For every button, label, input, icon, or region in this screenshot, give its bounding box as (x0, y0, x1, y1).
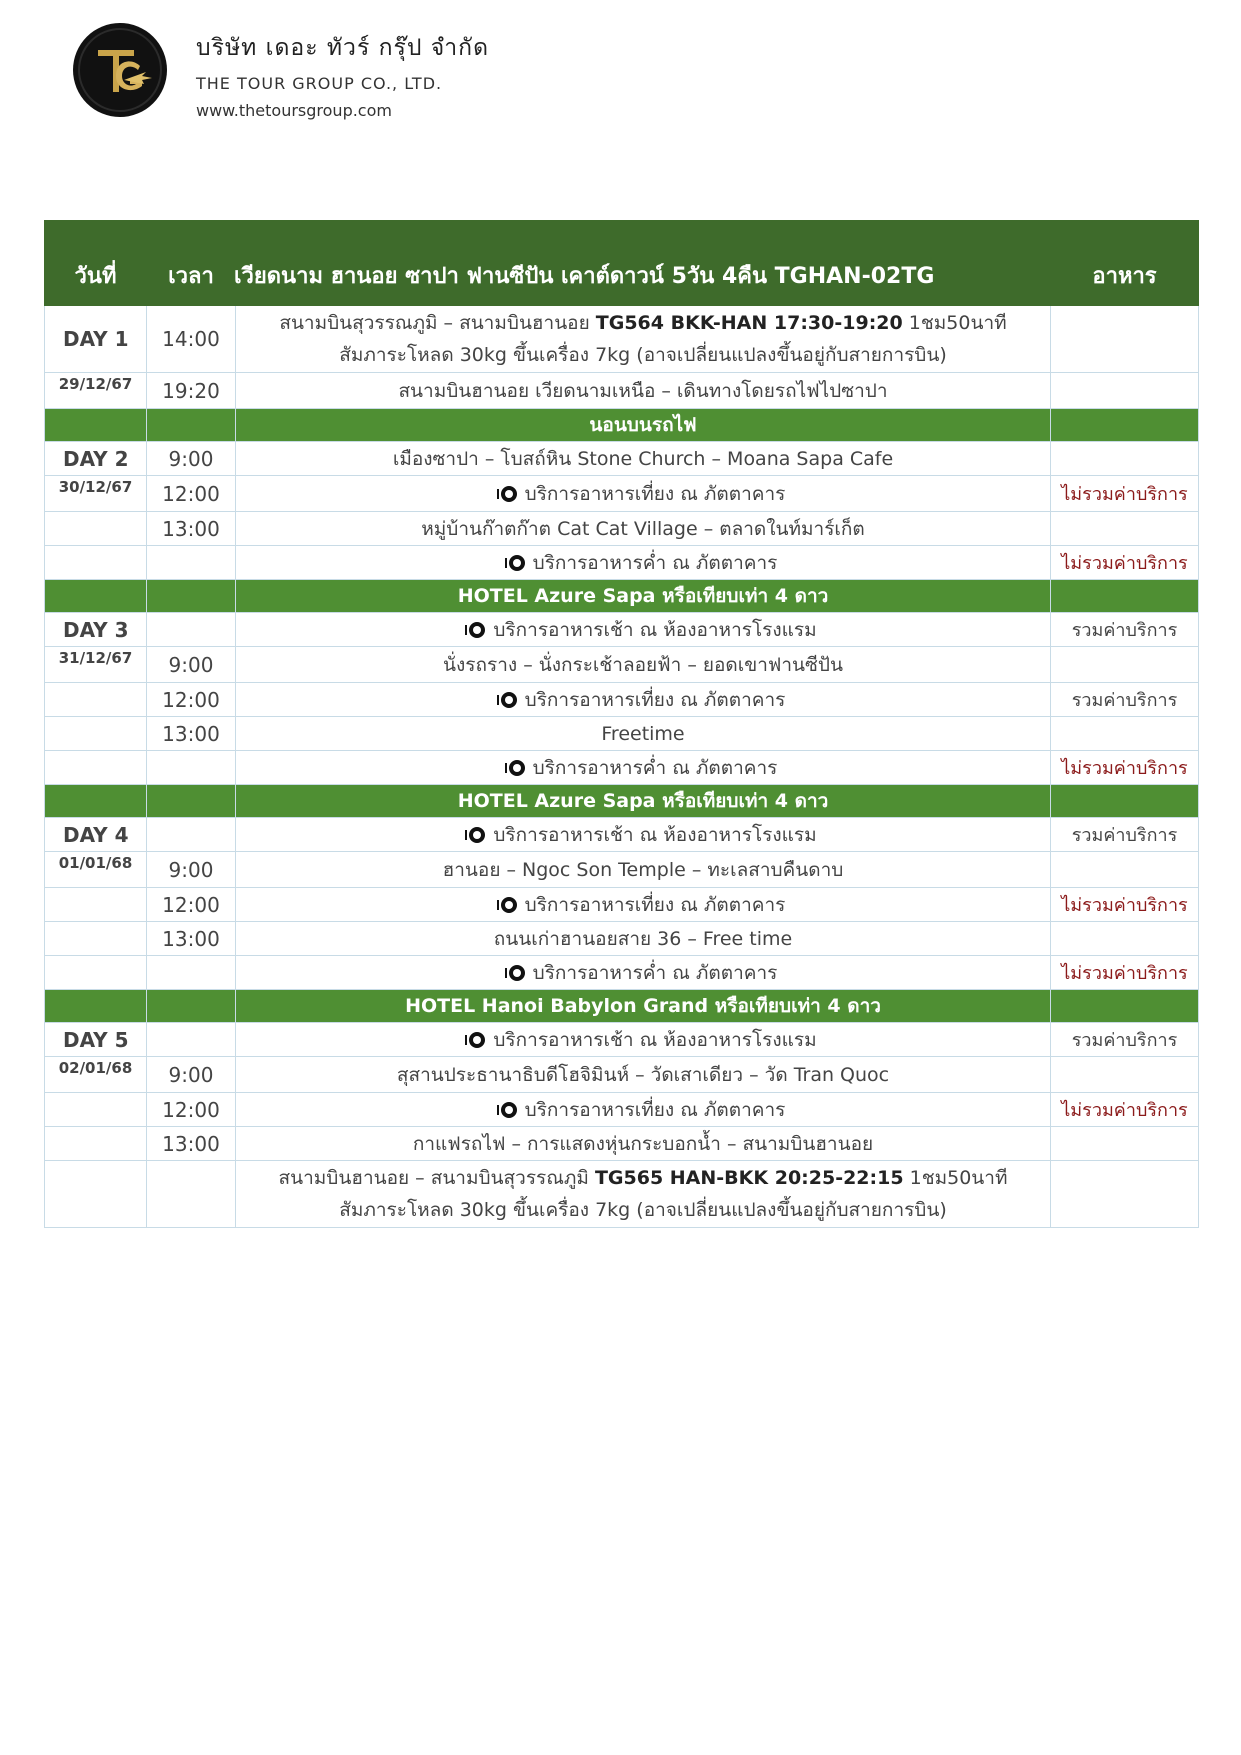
day-empty-cell (45, 888, 147, 922)
time-label (147, 1023, 236, 1057)
program-cell (236, 1023, 1051, 1057)
time-label: 12:00 (147, 1093, 236, 1127)
header-time: เวลา (147, 221, 236, 306)
itinerary-row (45, 888, 1199, 922)
program-text: บริการอาหารเช้า ณ ห้องอาหารโรงแรม (493, 1028, 817, 1051)
band-day-cell (45, 785, 147, 818)
program-line-1 (236, 1162, 1050, 1194)
dining-icon (469, 827, 485, 843)
itinerary-body (45, 306, 1199, 1228)
program-text: สุสานประธานาธิบดีโฮจิมินห์ – วัดเสาเดียว – วัด Tran Quoc (396, 1063, 890, 1086)
meal-status: รวมค่าบริการ (1051, 683, 1199, 717)
program-cell (236, 922, 1051, 956)
time-label (147, 546, 236, 580)
program-text: บริการอาหารเที่ยง ณ ภัตตาคาร (524, 893, 786, 916)
dining-icon (509, 760, 525, 776)
program-cell (236, 717, 1051, 751)
time-label: 12:00 (147, 888, 236, 922)
itinerary-row (45, 922, 1199, 956)
date-label: 01/01/68 (45, 852, 147, 888)
program-cell (236, 476, 1051, 512)
day-empty-cell (45, 683, 147, 717)
time-label (147, 818, 236, 852)
meal-status: ไม่รวมค่าบริการ (1051, 1093, 1199, 1127)
day-empty-cell (45, 1093, 147, 1127)
meal-status (1051, 852, 1199, 888)
time-label (147, 613, 236, 647)
tg-logo-icon (72, 22, 168, 118)
program-text: Freetime (601, 722, 685, 745)
day-empty-cell (45, 956, 147, 990)
program-text: สนามบินฮานอย เวียดนามเหนือ – เดินทางโดยรถไฟไปซาปา (398, 379, 888, 402)
band-day-cell (45, 409, 147, 442)
dining-icon (469, 622, 485, 638)
band-meal-cell (1051, 990, 1199, 1023)
date-label: 02/01/68 (45, 1057, 147, 1093)
day-label: DAY 3 (45, 613, 147, 647)
itinerary-row (45, 1023, 1199, 1057)
program-cell (236, 818, 1051, 852)
itinerary-row (45, 683, 1199, 717)
company-website: www.thetoursgroup.com (196, 101, 392, 120)
accommodation-band-row (45, 785, 1199, 818)
header-program (236, 221, 1051, 306)
accommodation-band-row (45, 409, 1199, 442)
program-text: หมู่บ้านก๊าตก๊าต Cat Cat Village – ตลาดในท์มาร์เก็ต (421, 517, 865, 540)
program-text: บริการอาหารเช้า ณ ห้องอาหารโรงแรม (493, 618, 817, 641)
program-cell (236, 613, 1051, 647)
date-label: 29/12/67 (45, 373, 147, 409)
meal-status (1051, 373, 1199, 409)
itinerary-row (45, 1093, 1199, 1127)
program-text: บริการอาหารเที่ยง ณ ภัตตาคาร (524, 688, 786, 711)
program-line-1 (236, 307, 1050, 339)
itinerary-row (45, 512, 1199, 546)
flight-route-text: สนามบินฮานอย – สนามบินสุวรรณภูมิ (278, 1167, 595, 1189)
date-label: 31/12/67 (45, 647, 147, 683)
itinerary-row (45, 1127, 1199, 1161)
time-label (147, 751, 236, 785)
time-label: 13:00 (147, 922, 236, 956)
time-label (147, 1161, 236, 1228)
program-cell (236, 546, 1051, 580)
itinerary-row (45, 751, 1199, 785)
meal-status: ไม่รวมค่าบริการ (1051, 476, 1199, 512)
program-text: บริการอาหารเช้า ณ ห้องอาหารโรงแรม (493, 823, 817, 846)
dining-icon (469, 1032, 485, 1048)
meal-status (1051, 647, 1199, 683)
program-text: บริการอาหารค่ำ ณ ภัตตาคาร (532, 551, 778, 574)
flight-number-text: TG564 BKK-HAN 17:30-19:20 (595, 312, 903, 334)
meal-status: รวมค่าบริการ (1051, 613, 1199, 647)
itinerary-row (45, 442, 1199, 476)
flight-duration-text: 1ชม50นาที (902, 312, 1007, 334)
itinerary-table (44, 220, 1199, 1228)
dining-icon (501, 692, 517, 708)
band-day-cell (45, 990, 147, 1023)
date-label: 30/12/67 (45, 476, 147, 512)
band-time-cell (147, 580, 236, 613)
program-cell (236, 512, 1051, 546)
band-text: HOTEL Azure Sapa หรือเทียบเท่า 4 ดาว (236, 580, 1051, 613)
itinerary-row (45, 956, 1199, 990)
time-label: 9:00 (147, 647, 236, 683)
program-cell (236, 306, 1051, 373)
itinerary-row (45, 717, 1199, 751)
itinerary-row (45, 647, 1199, 683)
day-empty-cell (45, 512, 147, 546)
program-cell (236, 647, 1051, 683)
program-cell (236, 888, 1051, 922)
itinerary-row (45, 373, 1199, 409)
program-cell (236, 956, 1051, 990)
program-text: บริการอาหารเที่ยง ณ ภัตตาคาร (524, 482, 786, 505)
time-label: 19:20 (147, 373, 236, 409)
header-meal: อาหาร (1051, 221, 1199, 306)
time-label: 12:00 (147, 683, 236, 717)
band-meal-cell (1051, 580, 1199, 613)
itinerary-row (45, 1161, 1199, 1228)
meal-status: รวมค่าบริการ (1051, 818, 1199, 852)
program-cell (236, 683, 1051, 717)
band-time-cell (147, 409, 236, 442)
header-day: วันที่ (45, 221, 147, 306)
time-label: 9:00 (147, 852, 236, 888)
program-cell (236, 852, 1051, 888)
meal-status (1051, 922, 1199, 956)
flight-route-text: สนามบินสุวรรณภูมิ – สนามบินฮานอย (279, 312, 596, 334)
meal-status (1051, 1057, 1199, 1093)
company-name-thai: บริษัท เดอะ ทัวร์ กรุ๊ป จำกัด (196, 35, 490, 61)
day-empty-cell (45, 922, 147, 956)
itinerary-row (45, 613, 1199, 647)
itinerary-row (45, 546, 1199, 580)
meal-status: ไม่รวมค่าบริการ (1051, 751, 1199, 785)
program-text: กาแฟรถไฟ – การแสดงหุ่นกระบอกน้ำ – สนามบินฮานอย (412, 1132, 874, 1155)
itinerary-row (45, 852, 1199, 888)
dining-icon (501, 897, 517, 913)
program-text: ฮานอย – Ngoc Son Temple – ทะเลสาบคืนดาบ (442, 858, 844, 881)
itinerary-row (45, 1057, 1199, 1093)
program-text: เมืองซาปา – โบสถ์หิน Stone Church – Moana Sapa Cafe (392, 447, 894, 470)
day-label: DAY 4 (45, 818, 147, 852)
program-text: นั่งรถราง – นั่งกระเช้าลอยฟ้า – ยอดเขาฟานซีปัน (443, 653, 843, 676)
day-empty-cell (45, 751, 147, 785)
day-label: DAY 1 (45, 306, 147, 373)
itinerary-row (45, 818, 1199, 852)
baggage-note: สัมภาระโหลด 30kg ขึ้นเครื่อง 7kg (อาจเปลี่ยนแปลงขึ้นอยู่กับสายการบิน) (339, 1199, 947, 1221)
meal-status (1051, 442, 1199, 476)
time-label: 14:00 (147, 306, 236, 373)
time-label: 13:00 (147, 512, 236, 546)
accommodation-band-row (45, 580, 1199, 613)
band-meal-cell (1051, 785, 1199, 818)
time-label (147, 956, 236, 990)
day-empty-cell (45, 717, 147, 751)
band-text: นอนบนรถไฟ (236, 409, 1051, 442)
meal-status (1051, 512, 1199, 546)
program-cell (236, 373, 1051, 409)
meal-status (1051, 717, 1199, 751)
flight-number-text: TG565 HAN-BKK 20:25-22:15 (594, 1167, 904, 1189)
program-cell (236, 1057, 1051, 1093)
baggage-note: สัมภาระโหลด 30kg ขึ้นเครื่อง 7kg (อาจเปลี่ยนแปลงขึ้นอยู่กับสายการบิน) (339, 344, 947, 366)
time-label: 13:00 (147, 717, 236, 751)
band-time-cell (147, 785, 236, 818)
band-day-cell (45, 580, 147, 613)
program-cell (236, 751, 1051, 785)
band-meal-cell (1051, 409, 1199, 442)
time-label: 12:00 (147, 476, 236, 512)
dining-icon (509, 555, 525, 571)
meal-status: ไม่รวมค่าบริการ (1051, 888, 1199, 922)
time-label: 13:00 (147, 1127, 236, 1161)
day-empty-cell (45, 1161, 147, 1228)
flight-duration-text: 1ชม50นาที (903, 1167, 1008, 1189)
dining-icon (501, 1102, 517, 1118)
time-label: 9:00 (147, 1057, 236, 1093)
table-header-row (45, 221, 1199, 306)
day-empty-cell (45, 1127, 147, 1161)
accommodation-band-row (45, 990, 1199, 1023)
day-label: DAY 5 (45, 1023, 147, 1057)
band-time-cell (147, 990, 236, 1023)
company-name-english: THE TOUR GROUP CO., LTD. (196, 74, 443, 93)
time-label: 9:00 (147, 442, 236, 476)
band-text: HOTEL Hanoi Babylon Grand หรือเทียบเท่า 4 ดาว (236, 990, 1051, 1023)
meal-status (1051, 1127, 1199, 1161)
day-empty-cell (45, 546, 147, 580)
program-cell (236, 1127, 1051, 1161)
program-text: ถนนเก่าฮานอยสาย 36 – Free time (493, 927, 793, 950)
meal-status: รวมค่าบริการ (1051, 1023, 1199, 1057)
program-cell (236, 442, 1051, 476)
meal-status (1051, 306, 1199, 373)
header-program-title: เวียดนาม ฮานอย ซาปา ฟานซีปัน เคาต์ดาวน์ 5วัน 4คืน TGHAN-02TG (234, 264, 935, 289)
meal-status (1051, 1161, 1199, 1228)
program-cell (236, 1161, 1051, 1228)
day-label: DAY 2 (45, 442, 147, 476)
dining-icon (501, 486, 517, 502)
dining-icon (509, 965, 525, 981)
itinerary-row (45, 306, 1199, 373)
meal-status: ไม่รวมค่าบริการ (1051, 956, 1199, 990)
itinerary-row (45, 476, 1199, 512)
program-text: บริการอาหารเที่ยง ณ ภัตตาคาร (524, 1098, 786, 1121)
program-text: บริการอาหารค่ำ ณ ภัตตาคาร (532, 756, 778, 779)
band-text: HOTEL Azure Sapa หรือเทียบเท่า 4 ดาว (236, 785, 1051, 818)
meal-status: ไม่รวมค่าบริการ (1051, 546, 1199, 580)
program-text: บริการอาหารค่ำ ณ ภัตตาคาร (532, 961, 778, 984)
program-cell (236, 1093, 1051, 1127)
